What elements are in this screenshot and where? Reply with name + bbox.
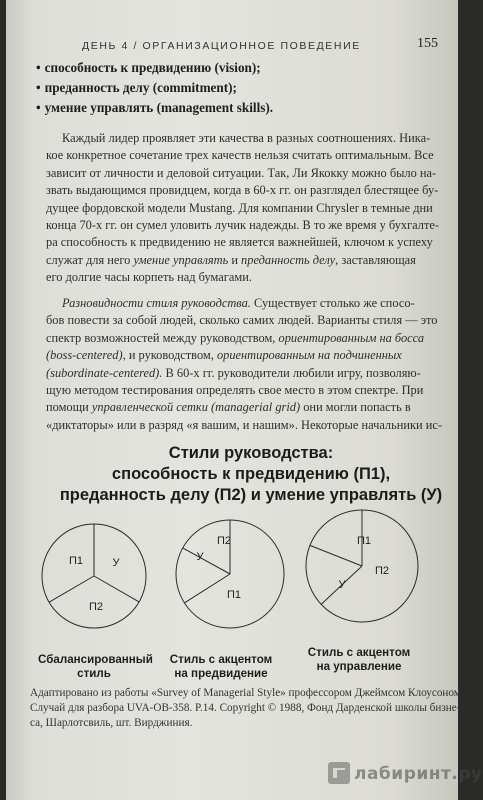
bullet-marker: • <box>36 60 41 75</box>
source-note <box>30 686 464 732</box>
paragraph-leadership-qualities <box>46 130 451 287</box>
text-line: дущее фордовской модели Mustang. Для компании Chrysler в темные дни <box>46 200 433 215</box>
text-line: звать выдающимся провидцем, когда в 60-х гг. он разглядел блестящее бу- <box>46 183 439 198</box>
paragraph-style-varieties <box>46 295 451 434</box>
bullet-item: • способность к предвидению (vision); <box>36 60 261 75</box>
text-line: зависит от личности и деловой ситуации. Так, Ли Якокку можно было на- <box>46 165 437 180</box>
text-line: «диктаторы» или в разряд «я вашим, и нашим». Некоторые начальники ис- <box>46 417 443 432</box>
text-line: конца 70-х гг. он сумел уловить лучик надежды. В то же время у бухгалте- <box>46 218 439 233</box>
pie-slice-label: П2 <box>88 601 104 613</box>
pie-slice-label: П2 <box>216 535 232 547</box>
pie-slice-boundary <box>49 576 94 602</box>
text-line: его долгие часы корпеть над бумагами. <box>46 270 252 285</box>
text-line: (subordinate-centered). В 60-х гг. руководители любили игру, позволяю- <box>46 365 421 380</box>
watermark-text: лабиринт.ру <box>354 764 483 784</box>
text-line: са, Шарлотсвиль, шт. Вирджиния. <box>30 717 193 730</box>
pie-slice-label: П1 <box>356 535 372 547</box>
bullet-marker: • <box>36 100 41 115</box>
text-line: кое конкретное сочетание трех качеств нельзя считать оптимальным. Все <box>46 148 434 163</box>
text-line: Адаптировано из работы «Survey of Managerial Style» профессором Джеймсом Клоусоном. <box>30 687 464 699</box>
book-page <box>6 0 483 800</box>
figure-title-line: Стили руководства: <box>168 444 334 462</box>
page-number: 155 <box>417 36 438 51</box>
text-line: служат для него умение управлять и преданность делу, заставляющая <box>46 252 416 267</box>
running-head: ДЕНЬ 4 / ОРГАНИЗАЦИОННОЕ ПОВЕДЕНИЕ <box>82 40 361 52</box>
figure-title-line: преданность делу (П2) и умение управлять (У) <box>59 486 443 504</box>
pie-slice-boundary <box>94 576 139 602</box>
bullet-item: • преданность делу (commitment); <box>36 80 237 95</box>
pie-slice-boundary <box>183 548 230 574</box>
text-line: щую методом тестирования определять свое место в этом спектре. При <box>46 383 424 398</box>
pie-slice-boundary <box>184 574 230 603</box>
pie-slice-label: П2 <box>374 565 390 577</box>
text-line: бов повести за собой людей, сколько самих людей. Варианты стиля — это <box>46 313 438 328</box>
pie-slice-label: У <box>112 557 120 569</box>
bullet-marker: • <box>36 80 41 95</box>
pie-charts <box>6 500 458 650</box>
pie-caption-management: Стиль с акцентом на управление <box>307 646 411 673</box>
pie-slice-label: П1 <box>68 555 84 567</box>
bullet-item: • умение управлять (management skills). <box>36 100 274 115</box>
text-line: Разновидности стиля руководства. Существует столько же спосо- <box>62 296 415 310</box>
text-line: Каждый лидер проявляет эти качества в разных соотношениях. Ника- <box>62 131 431 145</box>
figure-title <box>46 443 456 506</box>
text-line: помощи управленческой сетки (managerial grid) они могли попасть в <box>46 400 411 415</box>
pie-slice-label: У <box>196 551 204 563</box>
text-line: (boss-centered), и руководством, ориентированным на подчиненных <box>46 348 402 363</box>
text-line: ра способность к предвидению не является важнейшей, ключом к успеху <box>46 235 433 250</box>
figure-title-line: способность к предвидению (П1), <box>111 465 391 483</box>
pie-caption-balanced: Сбалансированный стиль <box>38 653 153 680</box>
pie-slice-label: У <box>338 579 346 591</box>
pie-slice-label: П1 <box>226 589 242 601</box>
text-line: спектр возможностей между руководством, ориентированным на босса <box>46 330 425 345</box>
text-line: Случай для разбора UVA-OB-358. P.14. Copyright © 1988, Фонд Дарденской школы бизне- <box>30 702 461 715</box>
bullet-list <box>36 58 446 118</box>
pie-slice-boundary <box>310 545 362 566</box>
pie-caption-vision: Стиль с акцентом на предвидение <box>169 653 273 680</box>
